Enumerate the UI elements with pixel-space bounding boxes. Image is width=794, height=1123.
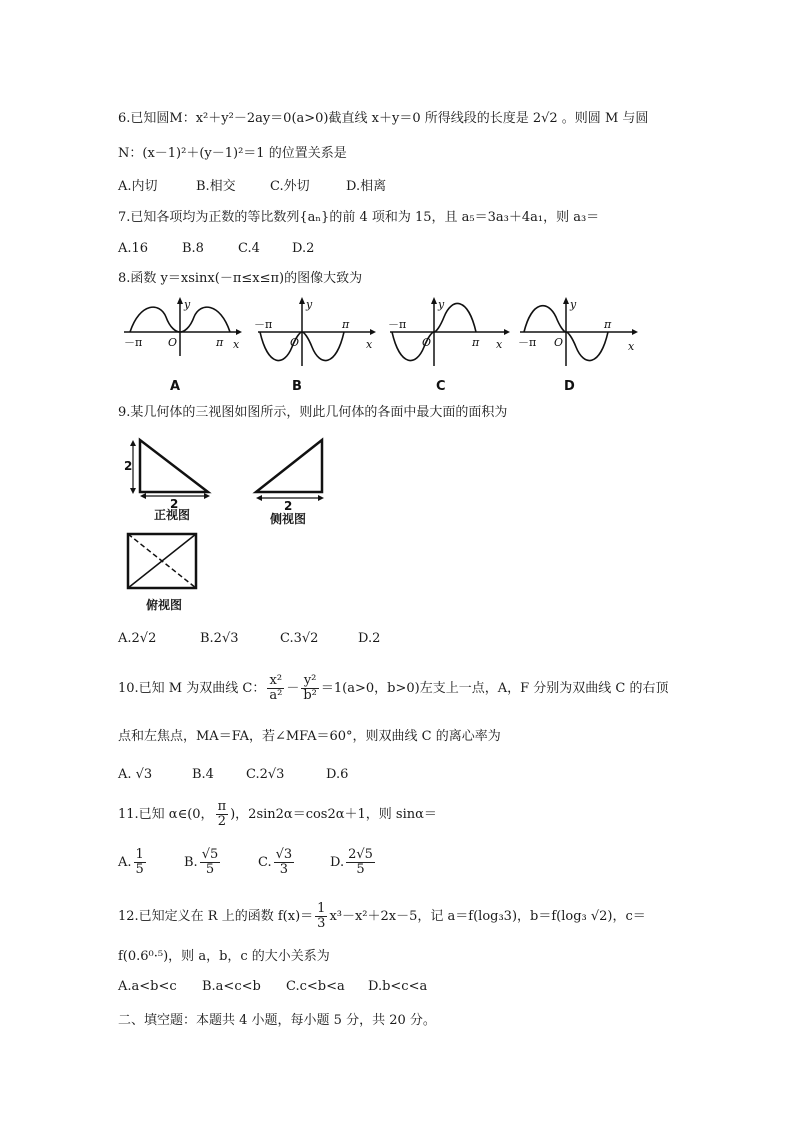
q11-option-b: B. $\frac{√5}{5}$ [184, 847, 219, 877]
q12-line2: f(0.6⁰·⁵)，则 a，b，c 的大小关系为 [118, 949, 330, 964]
front-view-caption: 正视图 [154, 508, 191, 522]
q11-option-c: C. $\frac{√3}{3}$ [258, 847, 293, 877]
graph-b-pi: π [342, 318, 350, 331]
q7-option-a: A.16 [118, 241, 149, 256]
q7-option-c: C.4 [238, 241, 260, 256]
top-view-caption: 俯视图 [146, 598, 183, 612]
q11-suffix: )，2sin2α＝cos2α＋1，则 sinα＝ [230, 807, 437, 822]
q9-option-b: B.2√3 [200, 631, 239, 646]
front-view-height: 2 [124, 459, 133, 473]
q10-option-a: A. √3 [118, 767, 153, 782]
graph-b-y-label: y [306, 298, 313, 311]
graph-d-y-label: y [570, 298, 577, 311]
graph-d-pi: π [604, 318, 612, 331]
graph-a-pi: π [216, 336, 224, 349]
q12-option-c: C.c<b<a [286, 979, 345, 994]
graph-c-label: C [436, 379, 446, 394]
q9-option-a: A.2√2 [118, 631, 157, 646]
q10-line2: 点和左焦点，MA＝FA，若∠MFA＝60°，则双曲线 C 的离心率为 [118, 729, 501, 744]
graph-c-pi: π [472, 336, 480, 349]
q11-prefix: 11.已知 α∈(0， [118, 807, 214, 822]
graph-a-origin: O [168, 336, 178, 349]
q8-text: 8.函数 y＝xsinx(－π≤x≤π)的图像大致为 [118, 271, 363, 286]
graph-b-label: B [292, 379, 302, 394]
q10-option-b: B.4 [192, 767, 214, 782]
graph-d-origin: O [554, 336, 564, 349]
q12-line1 [118, 900, 646, 934]
graph-c-y-label: y [438, 298, 445, 311]
graph-d-x-label: x [628, 340, 635, 353]
q11-option-a: A. $\frac{1}{5}$ [118, 847, 144, 877]
graph-c-origin: O [422, 336, 432, 349]
q7-option-d: D.2 [292, 241, 315, 256]
graph-a-neg-pi: －π [124, 336, 143, 349]
graph-a-label: A [170, 379, 181, 394]
q6-option-a: A.内切 [118, 179, 158, 194]
graph-a-y-label: y [184, 298, 191, 311]
q6-option-d: D.相离 [346, 179, 387, 194]
q12-option-d: D.b<c<a [368, 979, 428, 994]
q12-prefix: 12.已知定义在 R 上的函数 f(x)＝ [118, 909, 314, 924]
front-view-width: 2 [170, 497, 179, 511]
q10-option-c: C.2√3 [246, 767, 285, 782]
q10-option-d: D.6 [326, 767, 349, 782]
top-view-figure [124, 530, 202, 592]
q10-frac-x: $\frac{\text{x²}}{\text{a²}}$ [269, 673, 283, 703]
q12-frac-1-3: $\frac{1}{3}$ [317, 901, 326, 931]
q12-suffix: x³－x²＋2x－5，记 a＝f(log₃3)，b＝f(log₃ √2)，c＝ [329, 909, 646, 924]
q6-line1: 6.已知圆M：x²＋y²－2ay＝0(a>0)截直线 x＋y＝0 所得线段的长度是 2√2 。则圆 M 与圆 [118, 111, 649, 126]
graph-c [388, 297, 510, 394]
q10-prefix: 10.已知 M 为双曲线 C： [118, 681, 266, 696]
graph-b-origin: O [290, 336, 300, 349]
graph-b [254, 297, 376, 394]
graph-b-neg-pi: －π [254, 318, 273, 331]
q11-option-d: D. $\frac{2√5}{5}$ [330, 847, 373, 877]
q10-suffix: ＝1(a>0，b>0)左支上一点，A，F 分别为双曲线 C 的右顶 [320, 681, 669, 696]
q10-line1: 10.已知 M 为双曲线 C： $\frac{\text{x²}}{\text{a²}}$ － $\frac{\text{y²}}{\text{b²}}$ ＝1(a>0，b>0)左支上一点，A，F 分别为双曲线 C 的右顶 [118, 673, 669, 703]
graph-d [518, 297, 638, 394]
q6-option-b: B.相交 [196, 179, 236, 194]
graph-a [124, 297, 242, 394]
q12-option-a: A.a<b<c [118, 979, 177, 994]
graph-a-x-label: x [233, 338, 240, 351]
graph-d-neg-pi: －π [518, 336, 537, 349]
q11-line [118, 798, 437, 832]
graph-b-x-label: x [366, 338, 373, 351]
q9-text: 9.某几何体的三视图如图所示，则此几何体的各面中最大面的面积为 [118, 405, 508, 420]
q9-option-d: D.2 [358, 631, 381, 646]
q12-option-b: B.a<c<b [202, 979, 261, 994]
q7-option-b: B.8 [182, 241, 204, 256]
q11-frac-pi-2: $\frac{\pi}{2}$ [217, 799, 227, 829]
q7-text: 7.已知各项均为正数的等比数列{aₙ}的前 4 项和为 15，且 a₅＝3a₃＋4a₁，则 a₃＝ [118, 210, 600, 225]
q9-option-c: C.3√2 [280, 631, 319, 646]
graph-c-neg-pi: －π [388, 318, 407, 331]
q6-option-c: C.外切 [270, 179, 310, 194]
graph-c-x-label: x [496, 338, 503, 351]
graph-d-label: D [564, 379, 575, 394]
q8-graphs [118, 292, 638, 397]
side-view-figure [252, 436, 332, 516]
section-2-heading: 二、填空题：本题共 4 小题，每小题 5 分，共 20 分。 [118, 1013, 436, 1028]
q6-line2: N：(x－1)²＋(y－1)²＝1 的位置关系是 [118, 146, 347, 161]
side-view-width: 2 [284, 499, 293, 513]
q10-frac-y: $\frac{\text{y²}}{\text{b²}}$ [303, 673, 317, 703]
side-view-caption: 侧视图 [270, 512, 307, 526]
